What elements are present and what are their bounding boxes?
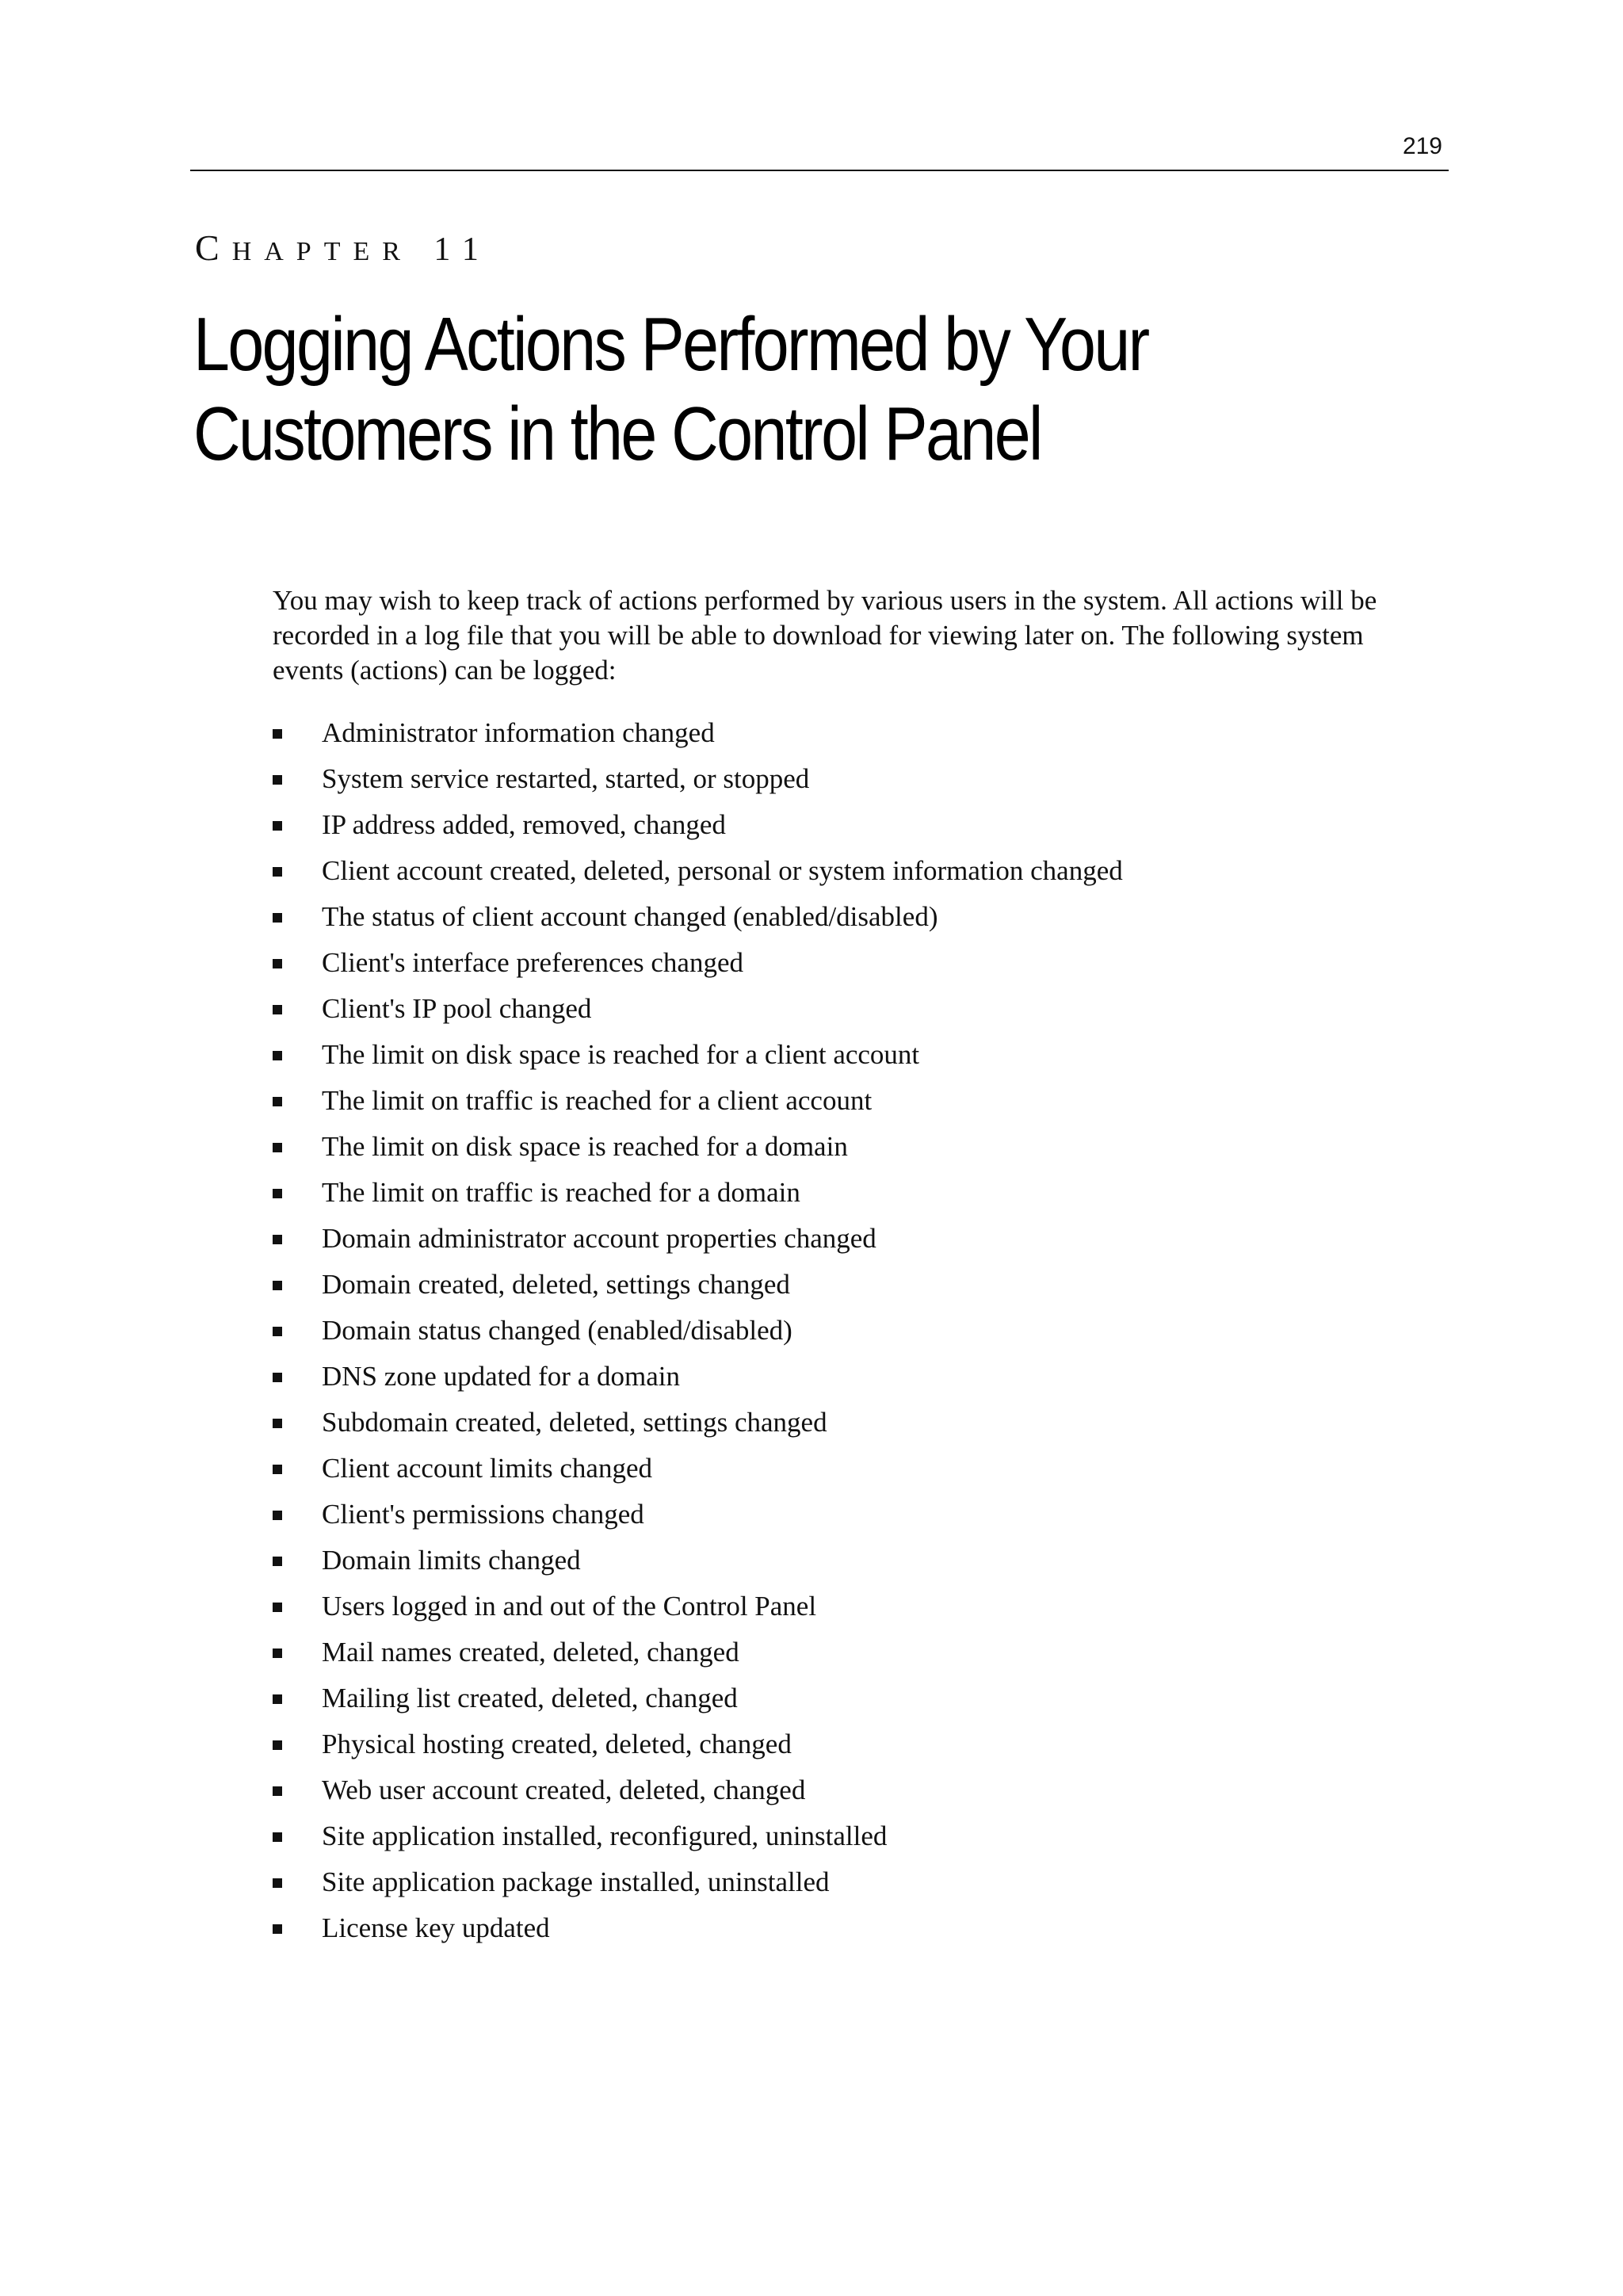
square-bullet-icon bbox=[273, 1694, 282, 1704]
list-item bbox=[273, 1400, 1123, 1446]
chapter-number: 11 bbox=[433, 231, 491, 268]
list-item bbox=[273, 1216, 1123, 1262]
list-item bbox=[273, 1032, 1123, 1078]
square-bullet-icon bbox=[273, 959, 282, 968]
page-number: 219 bbox=[1402, 133, 1442, 159]
square-bullet-icon bbox=[273, 1327, 282, 1336]
intro-paragraph: You may wish to keep track of actions performed by various users in the system. All actions will be recorded in a log file that you will be able to download for viewing later on. The following system events (actions) can be logged: bbox=[273, 585, 1377, 686]
chapter-title-line-1: Logging Actions Performed by Your bbox=[193, 302, 1148, 387]
list-item-text: Subdomain created, deleted, settings changed bbox=[322, 1407, 827, 1438]
square-bullet-icon bbox=[273, 1281, 282, 1290]
list-item bbox=[273, 986, 1123, 1032]
square-bullet-icon bbox=[273, 1051, 282, 1060]
square-bullet-icon bbox=[273, 1786, 282, 1796]
square-bullet-icon bbox=[273, 1097, 282, 1106]
square-bullet-icon bbox=[273, 729, 282, 739]
list-item bbox=[273, 1492, 1123, 1538]
list-item bbox=[273, 1308, 1123, 1354]
list-item bbox=[273, 1078, 1123, 1124]
chapter-title-line-2: Customers in the Control Panel bbox=[193, 392, 1041, 476]
square-bullet-icon bbox=[273, 1740, 282, 1750]
list-item-text: DNS zone updated for a domain bbox=[322, 1361, 680, 1392]
chapter-label-word: HAPTER bbox=[231, 237, 413, 266]
square-bullet-icon bbox=[273, 1143, 282, 1152]
list-item bbox=[273, 1262, 1123, 1308]
list-item bbox=[273, 1354, 1123, 1400]
square-bullet-icon bbox=[273, 775, 282, 785]
chapter-label-initial: C bbox=[195, 227, 232, 268]
list-item-text: Administrator information changed bbox=[322, 717, 715, 748]
list-item bbox=[273, 1675, 1123, 1721]
list-item-text: The limit on traffic is reached for a domain bbox=[322, 1177, 800, 1208]
square-bullet-icon bbox=[273, 1465, 282, 1474]
list-item-text: License key updated bbox=[322, 1912, 550, 1943]
list-item-text: Client account limits changed bbox=[322, 1453, 652, 1484]
list-item-text: Mail names created, deleted, changed bbox=[322, 1637, 739, 1668]
list-item bbox=[273, 1584, 1123, 1629]
list-item-text: Physical hosting created, deleted, changed bbox=[322, 1729, 792, 1759]
list-item bbox=[273, 1446, 1123, 1492]
list-item-text: The status of client account changed (enabled/disabled) bbox=[322, 901, 938, 932]
square-bullet-icon bbox=[273, 1419, 282, 1428]
square-bullet-icon bbox=[273, 867, 282, 877]
square-bullet-icon bbox=[273, 1924, 282, 1934]
list-item bbox=[273, 1859, 1123, 1905]
list-item-text: IP address added, removed, changed bbox=[322, 809, 726, 840]
list-item-text: Client's permissions changed bbox=[322, 1499, 644, 1530]
list-item bbox=[273, 1813, 1123, 1859]
logged-events-list bbox=[273, 710, 1123, 1951]
list-item bbox=[273, 710, 1123, 756]
square-bullet-icon bbox=[273, 1832, 282, 1842]
square-bullet-icon bbox=[273, 1189, 282, 1198]
list-item-text: Mailing list created, deleted, changed bbox=[322, 1683, 738, 1713]
list-item-text: Users logged in and out of the Control Panel bbox=[322, 1591, 817, 1622]
list-item-text: The limit on traffic is reached for a client account bbox=[322, 1085, 873, 1116]
list-item bbox=[273, 1170, 1123, 1216]
square-bullet-icon bbox=[273, 1235, 282, 1244]
list-item-text: The limit on disk space is reached for a domain bbox=[322, 1131, 848, 1162]
list-item-text: Client account created, deleted, personal or system information changed bbox=[322, 855, 1123, 886]
list-item bbox=[273, 1767, 1123, 1813]
list-item bbox=[273, 1721, 1123, 1767]
list-item bbox=[273, 1124, 1123, 1170]
list-item-text: Domain status changed (enabled/disabled) bbox=[322, 1315, 792, 1346]
list-item-text: Client's interface preferences changed bbox=[322, 947, 743, 978]
square-bullet-icon bbox=[273, 1878, 282, 1888]
square-bullet-icon bbox=[273, 1557, 282, 1566]
square-bullet-icon bbox=[273, 913, 282, 923]
list-item-text: Web user account created, deleted, changed bbox=[322, 1775, 806, 1805]
square-bullet-icon bbox=[273, 1603, 282, 1612]
list-item bbox=[273, 894, 1123, 940]
list-item bbox=[273, 756, 1123, 802]
list-item-text: The limit on disk space is reached for a client account bbox=[322, 1039, 920, 1070]
chapter-label bbox=[195, 227, 491, 268]
list-item-text: Domain limits changed bbox=[322, 1545, 581, 1576]
list-item bbox=[273, 1538, 1123, 1584]
list-item bbox=[273, 802, 1123, 848]
list-item-text: Client's IP pool changed bbox=[322, 993, 592, 1024]
square-bullet-icon bbox=[273, 1373, 282, 1382]
square-bullet-icon bbox=[273, 1511, 282, 1520]
list-item-text: Domain created, deleted, settings changed bbox=[322, 1269, 790, 1300]
square-bullet-icon bbox=[273, 821, 282, 831]
list-item bbox=[273, 1905, 1123, 1951]
list-item bbox=[273, 940, 1123, 986]
chapter-title bbox=[193, 300, 1284, 479]
list-item bbox=[273, 1629, 1123, 1675]
list-item-text: Site application installed, reconfigured, uninstalled bbox=[322, 1820, 888, 1851]
list-item-text: System service restarted, started, or stopped bbox=[322, 763, 810, 794]
list-item-text: Domain administrator account properties changed bbox=[322, 1223, 876, 1254]
header-rule bbox=[190, 170, 1449, 171]
list-item bbox=[273, 848, 1123, 894]
list-item-text: Site application package installed, uninstalled bbox=[322, 1866, 830, 1897]
square-bullet-icon bbox=[273, 1005, 282, 1014]
square-bullet-icon bbox=[273, 1648, 282, 1658]
